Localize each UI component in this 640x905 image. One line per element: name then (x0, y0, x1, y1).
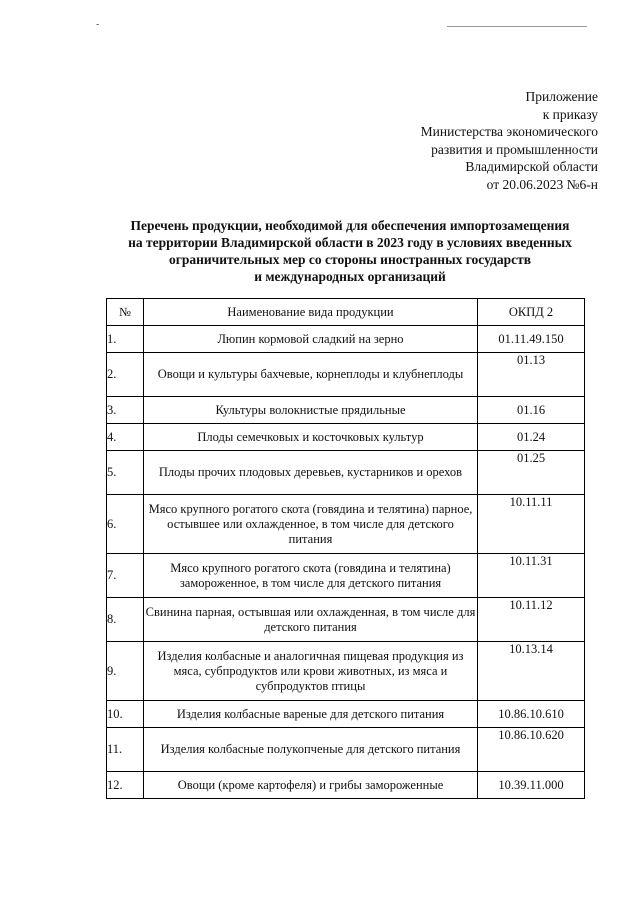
products-table (106, 298, 585, 799)
row-okpd-code: 10.11.31 (478, 554, 585, 598)
row-product-name: Мясо крупного рогатого скота (говядина и телятина) замороженное, в том числе для детского питания (144, 554, 478, 598)
row-number: 12. (107, 772, 144, 799)
appendix-line: развития и промышленности (431, 141, 598, 157)
table-row (107, 701, 585, 728)
row-okpd-code: 01.11.49.150 (478, 326, 585, 353)
row-number: 10. (107, 701, 144, 728)
row-okpd-code: 01.25 (478, 451, 585, 495)
appendix-line: от 20.06.2023 №6-н (486, 176, 598, 192)
row-okpd-code: 10.86.10.610 (478, 701, 585, 728)
appendix-line: к приказу (542, 106, 598, 122)
scan-mark: - (96, 19, 100, 30)
table-row (107, 642, 585, 701)
row-okpd-code: 10.11.11 (478, 495, 585, 554)
table-row (107, 451, 585, 495)
title-line: на территории Владимирской области в 2023 году в условиях введенных (128, 235, 572, 250)
row-okpd-code: 01.24 (478, 424, 585, 451)
row-number: 5. (107, 451, 144, 495)
row-number: 3. (107, 397, 144, 424)
table-row (107, 554, 585, 598)
table-row (107, 495, 585, 554)
table-row (107, 424, 585, 451)
row-number: 6. (107, 495, 144, 554)
row-number: 11. (107, 728, 144, 772)
row-okpd-code: 10.11.12 (478, 598, 585, 642)
table-row (107, 397, 585, 424)
document-title (95, 217, 605, 285)
row-okpd-code: 01.16 (478, 397, 585, 424)
row-okpd-code: 10.13.14 (478, 642, 585, 701)
table-row (107, 772, 585, 799)
row-okpd-code: 10.39.11.000 (478, 772, 585, 799)
row-product-name: Люпин кормовой сладкий на зерно (144, 326, 478, 353)
table-row (107, 598, 585, 642)
title-line: и международных организаций (254, 269, 446, 284)
scan-line (447, 26, 587, 27)
appendix-line: Владимирской области (465, 159, 598, 174)
row-product-name: Плоды семечковых и косточковых культур (144, 424, 478, 451)
row-product-name: Свинина парная, остывшая или охлажденная, в том числе для детского питания (144, 598, 478, 642)
header-okpd-code: ОКПД 2 (478, 299, 585, 326)
row-product-name: Мясо крупного рогатого скота (говядина и телятина) парное, остывшее или охлажденное, в том числе для детского питания (144, 495, 478, 554)
row-number: 2. (107, 353, 144, 397)
row-product-name: Культуры волокнистые прядильные (144, 397, 478, 424)
row-product-name: Овощи и культуры бахчевые, корнеплоды и клубнеплоды (144, 353, 478, 397)
appendix-line: Министерства экономического (420, 124, 598, 139)
row-product-name: Изделия колбасные вареные для детского питания (144, 701, 478, 728)
row-number: 9. (107, 642, 144, 701)
appendix-header (421, 88, 598, 193)
table-row (107, 353, 585, 397)
row-okpd-code: 10.86.10.620 (478, 728, 585, 772)
table-row (107, 326, 585, 353)
row-number: 4. (107, 424, 144, 451)
row-number: 8. (107, 598, 144, 642)
header-product-name: Наименование вида продукции (144, 299, 478, 326)
row-product-name: Изделия колбасные полукопченые для детского питания (144, 728, 478, 772)
table-row (107, 728, 585, 772)
row-number: 7. (107, 554, 144, 598)
title-line: ограничительных мер со стороны иностранных государств (168, 252, 532, 267)
header-number: № (107, 299, 144, 326)
table-body (107, 326, 585, 799)
appendix-line: Приложение (525, 89, 598, 104)
title-line: Перечень продукции, необходимой для обеспечения импортозамещения (130, 218, 570, 233)
row-product-name: Овощи (кроме картофеля) и грибы замороженные (144, 772, 478, 799)
row-number: 1. (107, 326, 144, 353)
row-product-name: Плоды прочих плодовых деревьев, кустарников и орехов (144, 451, 478, 495)
row-product-name: Изделия колбасные и аналогичная пищевая продукция из мяса, субпродуктов или крови животных, из мяса и субпродуктов птицы (144, 642, 478, 701)
row-okpd-code: 01.13 (478, 353, 585, 397)
table-header-row (107, 299, 585, 326)
